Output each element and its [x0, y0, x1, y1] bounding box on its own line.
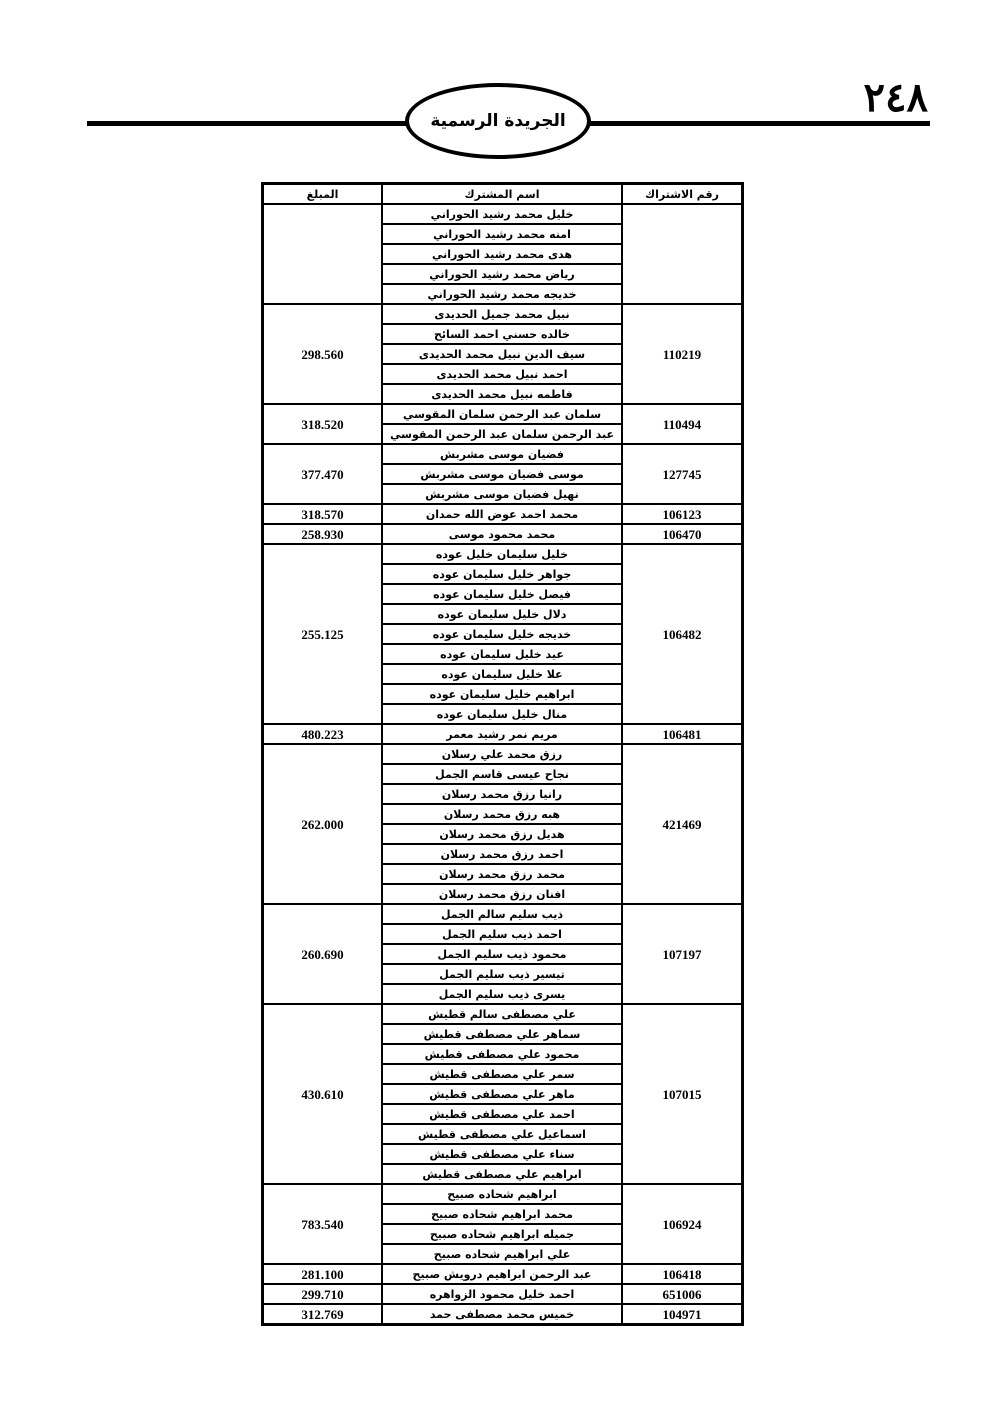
table-row: [263, 1004, 742, 1024]
subscription-number-cell: 651006: [622, 1284, 742, 1304]
subscribers-table: [261, 182, 744, 1326]
subscriber-name-cell: احمد رزق محمد رسلان: [382, 844, 622, 864]
subscriber-name-cell: فاطمه نبيل محمد الحديدى: [382, 384, 622, 404]
masthead-title: الجريدة الرسمية: [430, 111, 566, 131]
subscriber-name-cell: فيصل خليل سليمان عوده: [382, 584, 622, 604]
subscription-number-cell: 106924: [622, 1184, 742, 1264]
table-row: [263, 444, 742, 464]
subscriber-name-cell: محمد محمود موسى: [382, 524, 622, 544]
subscription-number-cell: 104971: [622, 1304, 742, 1324]
subscriber-name-cell: احمد علي مصطفى قطيش: [382, 1104, 622, 1124]
amount-cell: 783.540: [263, 1184, 382, 1264]
subscription-number-cell: 106418: [622, 1264, 742, 1284]
table-row: [263, 1184, 742, 1204]
subscriber-name-cell: سناء علي مصطفى قطيش: [382, 1144, 622, 1164]
table-row: [263, 744, 742, 764]
subscriber-name-cell: محمد ابراهيم شحاده صبيح: [382, 1204, 622, 1224]
subscriber-name-cell: خديجه محمد رشيد الحوراني: [382, 284, 622, 304]
subscription-number-cell: 106481: [622, 724, 742, 744]
amount-cell: 255.125: [263, 544, 382, 724]
table-row: [263, 1304, 742, 1324]
amount-cell: 299.710: [263, 1284, 382, 1304]
subscription-number-cell: 107197: [622, 904, 742, 1004]
amount-cell: 262.000: [263, 744, 382, 904]
column-header-amount: المبلغ: [263, 184, 382, 204]
subscription-number-cell: 106470: [622, 524, 742, 544]
subscriber-name-cell: محمد احمد عوض الله حمدان: [382, 504, 622, 524]
subscriber-name-cell: سماهر علي مصطفى قطيش: [382, 1024, 622, 1044]
subscriber-name-cell: افنان رزق محمد رسلان: [382, 884, 622, 904]
table-row: [263, 304, 742, 324]
subscriber-name-cell: رياض محمد رشيد الحوراني: [382, 264, 622, 284]
header-rule-left: [87, 121, 409, 126]
subscriber-name-cell: ابراهيم خليل سليمان عوده: [382, 684, 622, 704]
amount-cell: 258.930: [263, 524, 382, 544]
subscriber-name-cell: سمر علي مصطفى قطيش: [382, 1064, 622, 1084]
subscriber-name-cell: جواهر خليل سليمان عوده: [382, 564, 622, 584]
table-row: [263, 904, 742, 924]
subscriber-name-cell: خميس محمد مصطفى حمد: [382, 1304, 622, 1324]
amount-cell: [263, 204, 382, 304]
amount-cell: 298.560: [263, 304, 382, 404]
subscriber-name-cell: رانيا رزق محمد رسلان: [382, 784, 622, 804]
page-number: ٢٤٨: [863, 74, 928, 121]
amount-cell: 318.520: [263, 404, 382, 444]
subscriber-name-cell: اسماعيل علي مصطفى قطيش: [382, 1124, 622, 1144]
subscriber-name-cell: ذيب سليم سالم الجمل: [382, 904, 622, 924]
subscriber-name-cell: موسى فضيان موسى مشربش: [382, 464, 622, 484]
column-header-subscription: رقم الاشتراك: [622, 184, 742, 204]
amount-cell: 480.223: [263, 724, 382, 744]
subscription-number-cell: [622, 204, 742, 304]
subscriber-name-cell: رزق محمد علي رسلان: [382, 744, 622, 764]
amount-cell: 377.470: [263, 444, 382, 504]
header-rule-right: [590, 121, 930, 126]
subscription-number-cell: 110494: [622, 404, 742, 444]
subscriber-name-cell: هديل رزق محمد رسلان: [382, 824, 622, 844]
subscriber-name-cell: هبه رزق محمد رسلان: [382, 804, 622, 824]
subscriber-name-cell: علي ابراهيم شحاده صبيح: [382, 1244, 622, 1264]
subscription-number-cell: 110219: [622, 304, 742, 404]
amount-cell: 318.570: [263, 504, 382, 524]
table-row: [263, 1284, 742, 1304]
subscription-number-cell: 421469: [622, 744, 742, 904]
amount-cell: 281.100: [263, 1264, 382, 1284]
subscriber-name-cell: سيف الدين نبيل محمد الحديدى: [382, 344, 622, 364]
subscriber-name-cell: فضيان موسى مشربش: [382, 444, 622, 464]
subscriber-name-cell: ابراهيم شحاده صبيح: [382, 1184, 622, 1204]
table-header-row: [263, 184, 742, 204]
masthead-oval: [405, 83, 591, 159]
subscriber-name-cell: منال خليل سليمان عوده: [382, 704, 622, 724]
subscriber-name-cell: مريم نمر رشيد معمر: [382, 724, 622, 744]
subscriber-name-cell: دلال خليل سليمان عوده: [382, 604, 622, 624]
subscriber-name-cell: خليل سليمان خليل عوده: [382, 544, 622, 564]
table-row: [263, 204, 742, 224]
subscriber-name-cell: خديجه خليل سليمان عوده: [382, 624, 622, 644]
subscriber-name-cell: علي مصطفى سالم قطيش: [382, 1004, 622, 1024]
table-row: [263, 404, 742, 424]
subscriber-name-cell: ابراهيم علي مصطفى قطيش: [382, 1164, 622, 1184]
amount-cell: 312.769: [263, 1304, 382, 1324]
table-row: [263, 1264, 742, 1284]
subscriber-name-cell: نبيل محمد جميل الحديدى: [382, 304, 622, 324]
column-header-name: اسم المشترك: [382, 184, 622, 204]
subscription-number-cell: 106123: [622, 504, 742, 524]
subscriber-name-cell: عيد خليل سليمان عوده: [382, 644, 622, 664]
subscriber-name-cell: يسرى ذيب سليم الجمل: [382, 984, 622, 1004]
subscriber-name-cell: خالده حسني احمد السائح: [382, 324, 622, 344]
subscriber-name-cell: محمود علي مصطفى قطيش: [382, 1044, 622, 1064]
subscription-number-cell: 106482: [622, 544, 742, 724]
subscriber-name-cell: محمد رزق محمد رسلان: [382, 864, 622, 884]
subscriber-name-cell: جميله ابراهيم شحاده صبيح: [382, 1224, 622, 1244]
subscription-number-cell: 127745: [622, 444, 742, 504]
subscriber-name-cell: خليل محمد رشيد الحوراني: [382, 204, 622, 224]
table-row: [263, 544, 742, 564]
amount-cell: 260.690: [263, 904, 382, 1004]
table-row: [263, 724, 742, 744]
subscriber-name-cell: احمد ذيب سليم الجمل: [382, 924, 622, 944]
subscription-number-cell: 107015: [622, 1004, 742, 1184]
table-row: [263, 524, 742, 544]
subscriber-name-cell: هدى محمد رشيد الحوراني: [382, 244, 622, 264]
table-body: [263, 204, 742, 1324]
amount-cell: 430.610: [263, 1004, 382, 1184]
subscriber-name-cell: احمد نبيل محمد الحديدى: [382, 364, 622, 384]
subscriber-name-cell: تيسير ذيب سليم الجمل: [382, 964, 622, 984]
subscriber-name-cell: احمد خليل محمود الزواهره: [382, 1284, 622, 1304]
subscriber-name-cell: ماهر علي مصطفى قطيش: [382, 1084, 622, 1104]
subscriber-name-cell: عبد الرحمن سلمان عبد الرحمن المقوسي: [382, 424, 622, 444]
subscriber-name-cell: نجاح عيسى قاسم الجمل: [382, 764, 622, 784]
subscriber-name-cell: سلمان عبد الرحمن سلمان المقوسي: [382, 404, 622, 424]
subscriber-name-cell: نهيل فضيان موسى مشربش: [382, 484, 622, 504]
subscriber-name-cell: امنه محمد رشيد الحوراني: [382, 224, 622, 244]
subscriber-name-cell: عبد الرحمن ابراهيم درويش صبيح: [382, 1264, 622, 1284]
subscriber-name-cell: محمود ذيب سليم الجمل: [382, 944, 622, 964]
table-row: [263, 504, 742, 524]
subscriber-name-cell: علا خليل سليمان عوده: [382, 664, 622, 684]
